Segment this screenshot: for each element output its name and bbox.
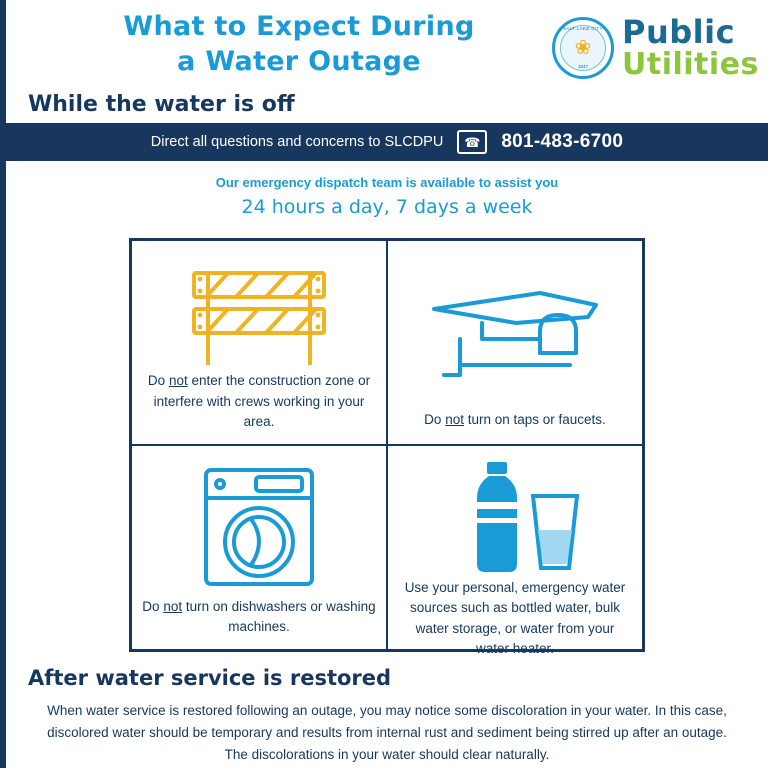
cell-caption [142, 371, 376, 436]
city-seal-icon [552, 17, 614, 79]
dispatch-line-1: Our emergency dispatch team is available to assist you [215, 175, 559, 190]
instruction-grid [129, 238, 645, 656]
grid-cell-emergency-water [387, 445, 643, 656]
logo-word-utilities: Utilities [622, 47, 759, 82]
title-line-2: a Water Outage [177, 45, 421, 77]
logo-word-public: Public [622, 13, 736, 51]
header [6, 0, 768, 92]
caption-post: enter the construction zone or interfere with crews working in your area. [153, 373, 371, 429]
caption-emphasis: not [163, 598, 183, 614]
caption-emphasis: not [168, 373, 188, 389]
footer-body: When water service is restored following an outage, you may notice some discoloration in your water. In this case, discolored water should be temporary and results from internal rust and sediment being stirred up after an outage. The discolorations in your water should clear naturally. [47, 703, 727, 762]
caption-post: turn on taps or faucets. [463, 411, 606, 427]
footer [6, 652, 768, 766]
dispatch-line-2: 24 hours a day, 7 days a week [241, 196, 533, 218]
caption-pre: Do [142, 598, 164, 614]
footer-heading: After water service is restored [28, 666, 392, 690]
faucet-icon [398, 253, 632, 410]
caption-post: Use your personal, emergency water sources such as bottled water, bulk water storage, or water from your water heater. [404, 580, 626, 656]
flower-icon: ❀ [574, 37, 592, 59]
phone-number[interactable]: 801-483-6700 [501, 131, 624, 152]
logo-wordmark [622, 13, 759, 82]
grid-cell-construction [131, 240, 387, 445]
cell-caption [398, 578, 632, 665]
logo [552, 13, 759, 82]
seal-bottom-text: 1847 [578, 64, 588, 69]
page-title [6, 10, 552, 79]
cell-caption [424, 410, 606, 436]
construction-barricade-icon [142, 253, 376, 371]
grid-cell-faucet [387, 240, 643, 445]
caption-pre: Do [424, 411, 446, 427]
dispatch-availability [6, 161, 768, 218]
contact-text: Direct all questions and concerns to SLCDPU [150, 134, 444, 150]
cell-caption [142, 597, 376, 642]
washing-machine-icon [142, 458, 376, 597]
grid-cell-washing-machine [131, 445, 387, 650]
phone-icon: ☎ [457, 130, 487, 154]
caption-emphasis: not [445, 411, 464, 427]
caption-pre: Do [147, 373, 169, 389]
seal-top-text: SALT LAKE CITY [563, 26, 603, 31]
contact-bar [6, 123, 768, 161]
title-line-1: What to Expect During [123, 11, 475, 42]
water-bottle-and-glass-icon [398, 458, 632, 578]
caption-post: turn on dishwashers or washing machines. [182, 598, 376, 634]
section-subtitle: While the water is off [28, 92, 295, 117]
